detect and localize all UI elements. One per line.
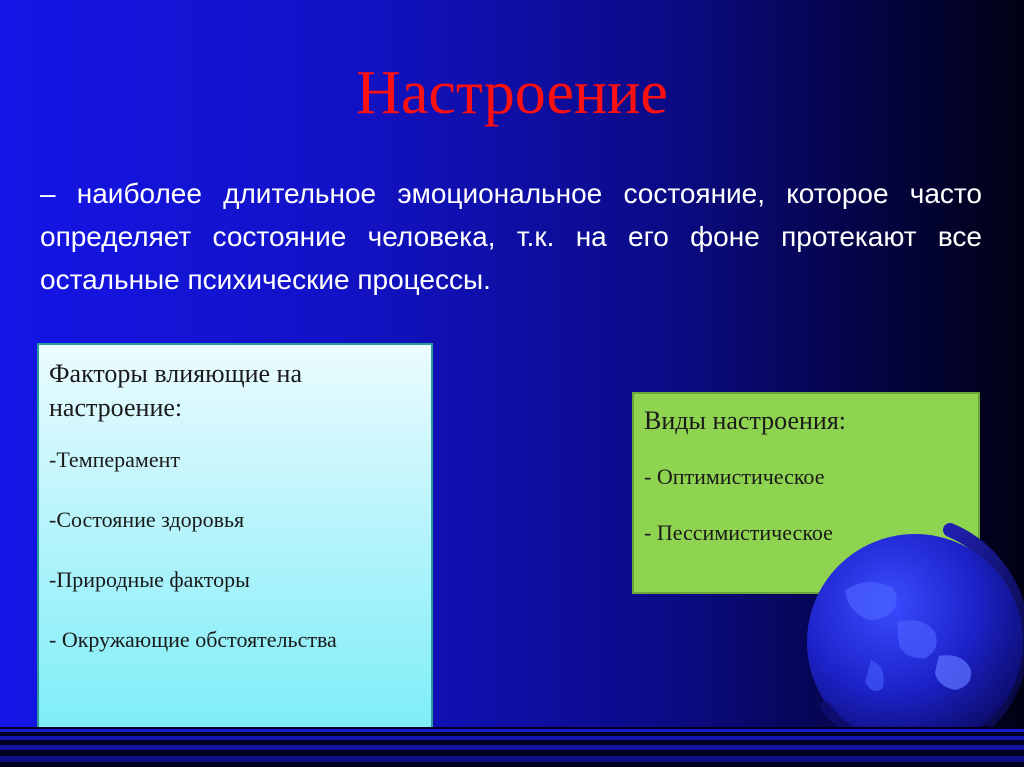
floor-stripes: [0, 727, 1024, 767]
factors-box: [37, 343, 433, 733]
factor-item: -Темперамент: [49, 447, 180, 472]
types-heading: Виды настроения:: [644, 406, 846, 435]
type-item: - Пессимистическое: [644, 520, 833, 545]
slide-title: Настроение: [356, 59, 668, 127]
factors-heading: Факторы влияющие на настроение:: [49, 359, 302, 422]
definition-text: – наиболее длительное эмоциональное состояние, которое часто определяет состояние человека, т.к. на его фоне протекают все остальные психические процессы.: [40, 178, 982, 295]
type-item: - Оптимистическое: [644, 464, 825, 489]
factor-item: -Природные факторы: [49, 567, 250, 592]
factor-item: - Окружающие обстоятельства: [49, 627, 337, 652]
factor-item: -Состояние здоровья: [49, 507, 245, 532]
